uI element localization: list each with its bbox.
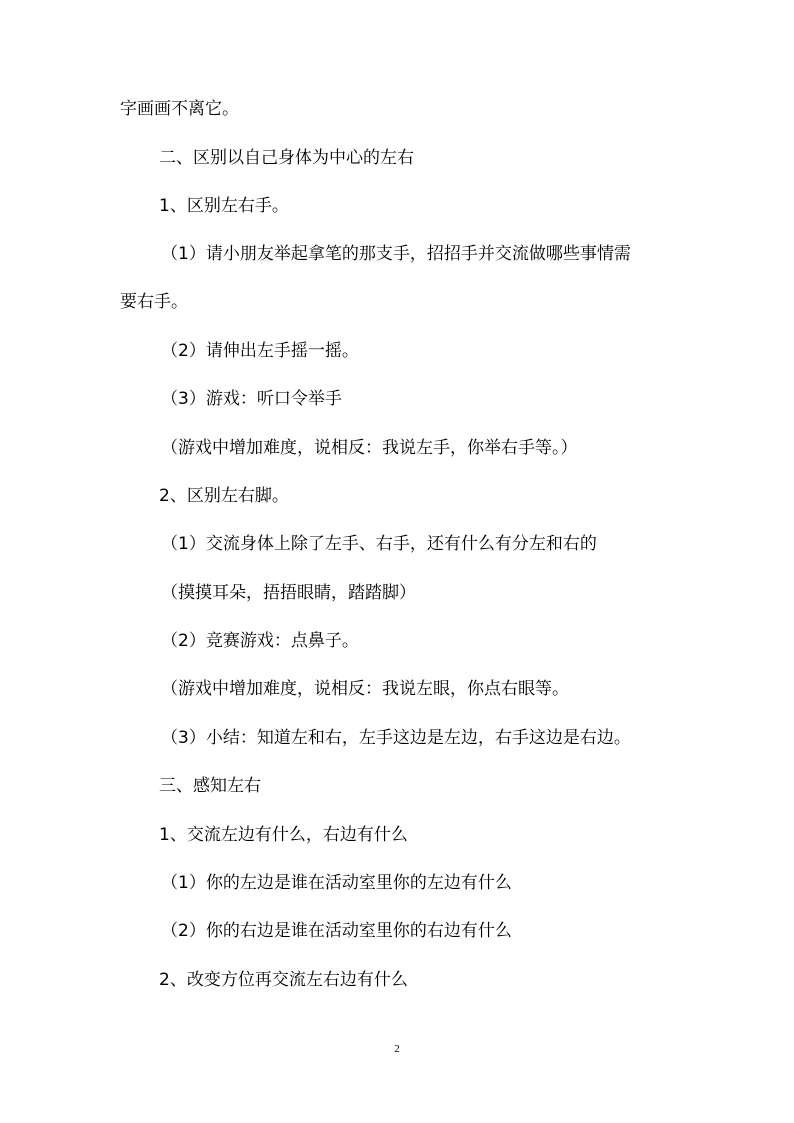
text-line: （游戏中增加难度，说相反：我说左眼，你点右眼等。 — [161, 679, 569, 699]
text-line: （2）请伸出左手摇一摇。 — [161, 341, 359, 361]
subsection-heading: 1、交流左边有什么，右边有什么 — [159, 825, 408, 845]
text-line: （1）交流身体上除了左手、右手，还有什么有分左和右的 — [161, 534, 597, 554]
text-line: 字画画不离它。 — [120, 99, 239, 119]
text-line: （摸摸耳朵，捂捂眼睛，踏踏脚） — [161, 583, 416, 603]
text-line: （2）竞赛游戏：点鼻子。 — [161, 631, 359, 651]
text-line: （3）游戏：听口令举手 — [161, 389, 342, 409]
subsection-heading: 2、改变方位再交流左右边有什么 — [159, 970, 408, 990]
text-line: （3）小结：知道左和右，左手这边是左边，右手这边是右边。 — [161, 728, 631, 748]
text-line: （1）你的左边是谁在活动室里你的左边有什么 — [161, 873, 512, 893]
subsection-heading: 1、区别左右手。 — [159, 196, 289, 216]
text-line: 要右手。 — [120, 292, 188, 312]
text-line: （游戏中增加难度，说相反：我说左手，你举右手等。） — [161, 438, 578, 458]
text-line: （1）请小朋友举起拿笔的那支手，招招手并交流做哪些事情需 — [161, 244, 631, 264]
section-heading: 三、感知左右 — [159, 776, 261, 796]
subsection-heading: 2、区别左右脚。 — [159, 486, 289, 506]
page-number: 2 — [394, 1043, 400, 1055]
text-line: （2）你的右边是谁在活动室里你的右边有什么 — [161, 921, 512, 941]
section-heading: 二、区别以自己身体为中心的左右 — [159, 148, 414, 168]
